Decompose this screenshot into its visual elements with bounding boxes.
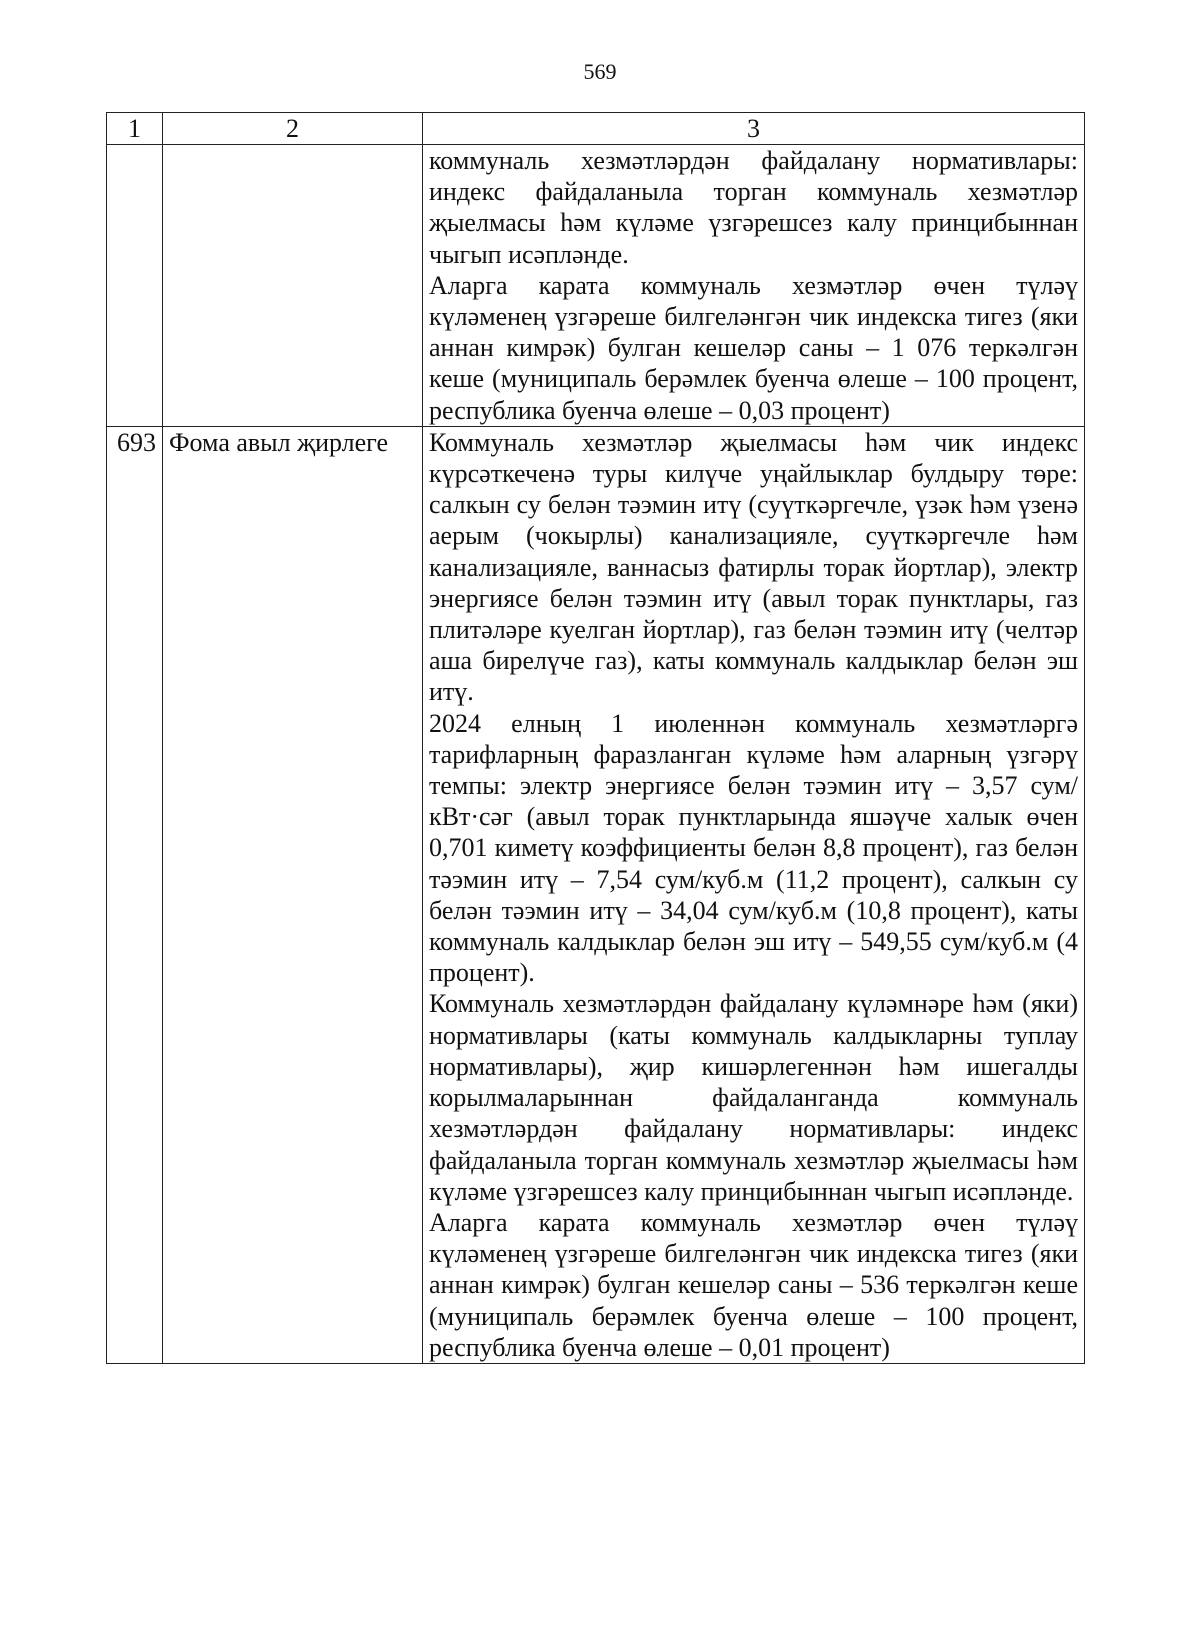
column-header-3: 3 [423,113,1085,145]
column-header-2: 2 [163,113,423,145]
description-paragraph: Аларга карата коммуналь хезмәтләр өчен түләү күләменең үзгәреше билгеләнгән чик индекска тигез (яки аннан кимрәк) булган кешеләр саны – 536 теркәлгән кеше (муниципаль берәмлек буенча өлеше – 100 процент, республика буенча өлеше – 0,01 процент) [429,1207,1078,1362]
row-number: 693 [107,426,163,1363]
row-description [423,145,1085,427]
description-paragraph: коммуналь хезмәтләрдән файдалану нормативлары: индекс файдаланыла торган коммуналь хезмәтләр җыелмасы һәм күләме үзгәрешсез калу принцибыннан чыгып исәпләнде. [429,146,1078,269]
document-table [106,112,1085,1364]
row-description [423,426,1085,1363]
row-settlement-name: Фома авыл җирлеге [163,426,423,1363]
column-header-1: 1 [107,113,163,145]
description-paragraph: Коммуналь хезмәтләрдән файдалану күләмнәре һәм (яки) нормативлары (каты коммуналь калдыкларны туплау нормативлары), җир кишәрлегеннән һәм ишегалды корылмаларыннан файдаланганда коммуналь хезмәтләрдән файдалану нормативлары: индекс файдаланыла торган коммуналь хезмәтләр җыелмасы һәм күләме үзгәрешсез калу принцибыннан чыгып исәпләнде. [429,989,1078,1206]
description-paragraph: Коммуналь хезмәтләр җыелмасы һәм чик индекс күрсәткеченә туры килүче уңайлыклар булдыру төре: салкын су белән тәэмин итү (суүткәргечле, үзәк һәм үзенә аерым (чокырлы) канализацияле, суүткәргечле һәм канализацияле, ваннасыз фатирлы торак йортлар), электр энергиясе белән тәэмин итү (авыл торак пунктлары, газ плитәләре куелган йортлар), газ белән тәэмин итү (челтәр аша бирелүче газ), каты коммуналь калдыклар белән эш итү. [429,427,1078,707]
row-settlement-name [163,145,423,427]
table-row [107,145,1085,427]
description-paragraph: 2024 елның 1 июленнән коммуналь хезмәтләргә тарифларның фаразланган күләме һәм аларның үзгәрү темпы: электр энергиясе белән тәэмин итү – 3,57 сум/кВт·сәг (авыл торак пунктларында яшәүче халык өчен 0,701 киметү коэффициенты белән 8,8 процент), газ белән тәэмин итү – 7,54 сум/куб.м (11,2 процент), салкын су белән тәэмин итү – 34,04 сум/куб.м (10,8 процент), каты коммуналь калдыклар белән эш итү – 549,55 сум/куб.м (4 процент). [429,708,1078,988]
page-number: 569 [583,59,617,84]
table-row [107,426,1085,1363]
description-paragraph: Аларга карата коммуналь хезмәтләр өчен түләү күләменең үзгәреше билгеләнгән чик индекска тигез (яки аннан кимрәк) булган кешеләр саны – 1 076 теркәлгән кеше (муниципаль берәмлек буенча өлеше – 100 процент, республика буенча өлеше – 0,03 процент) [429,270,1078,425]
row-number [107,145,163,427]
table-header-row [107,113,1085,145]
